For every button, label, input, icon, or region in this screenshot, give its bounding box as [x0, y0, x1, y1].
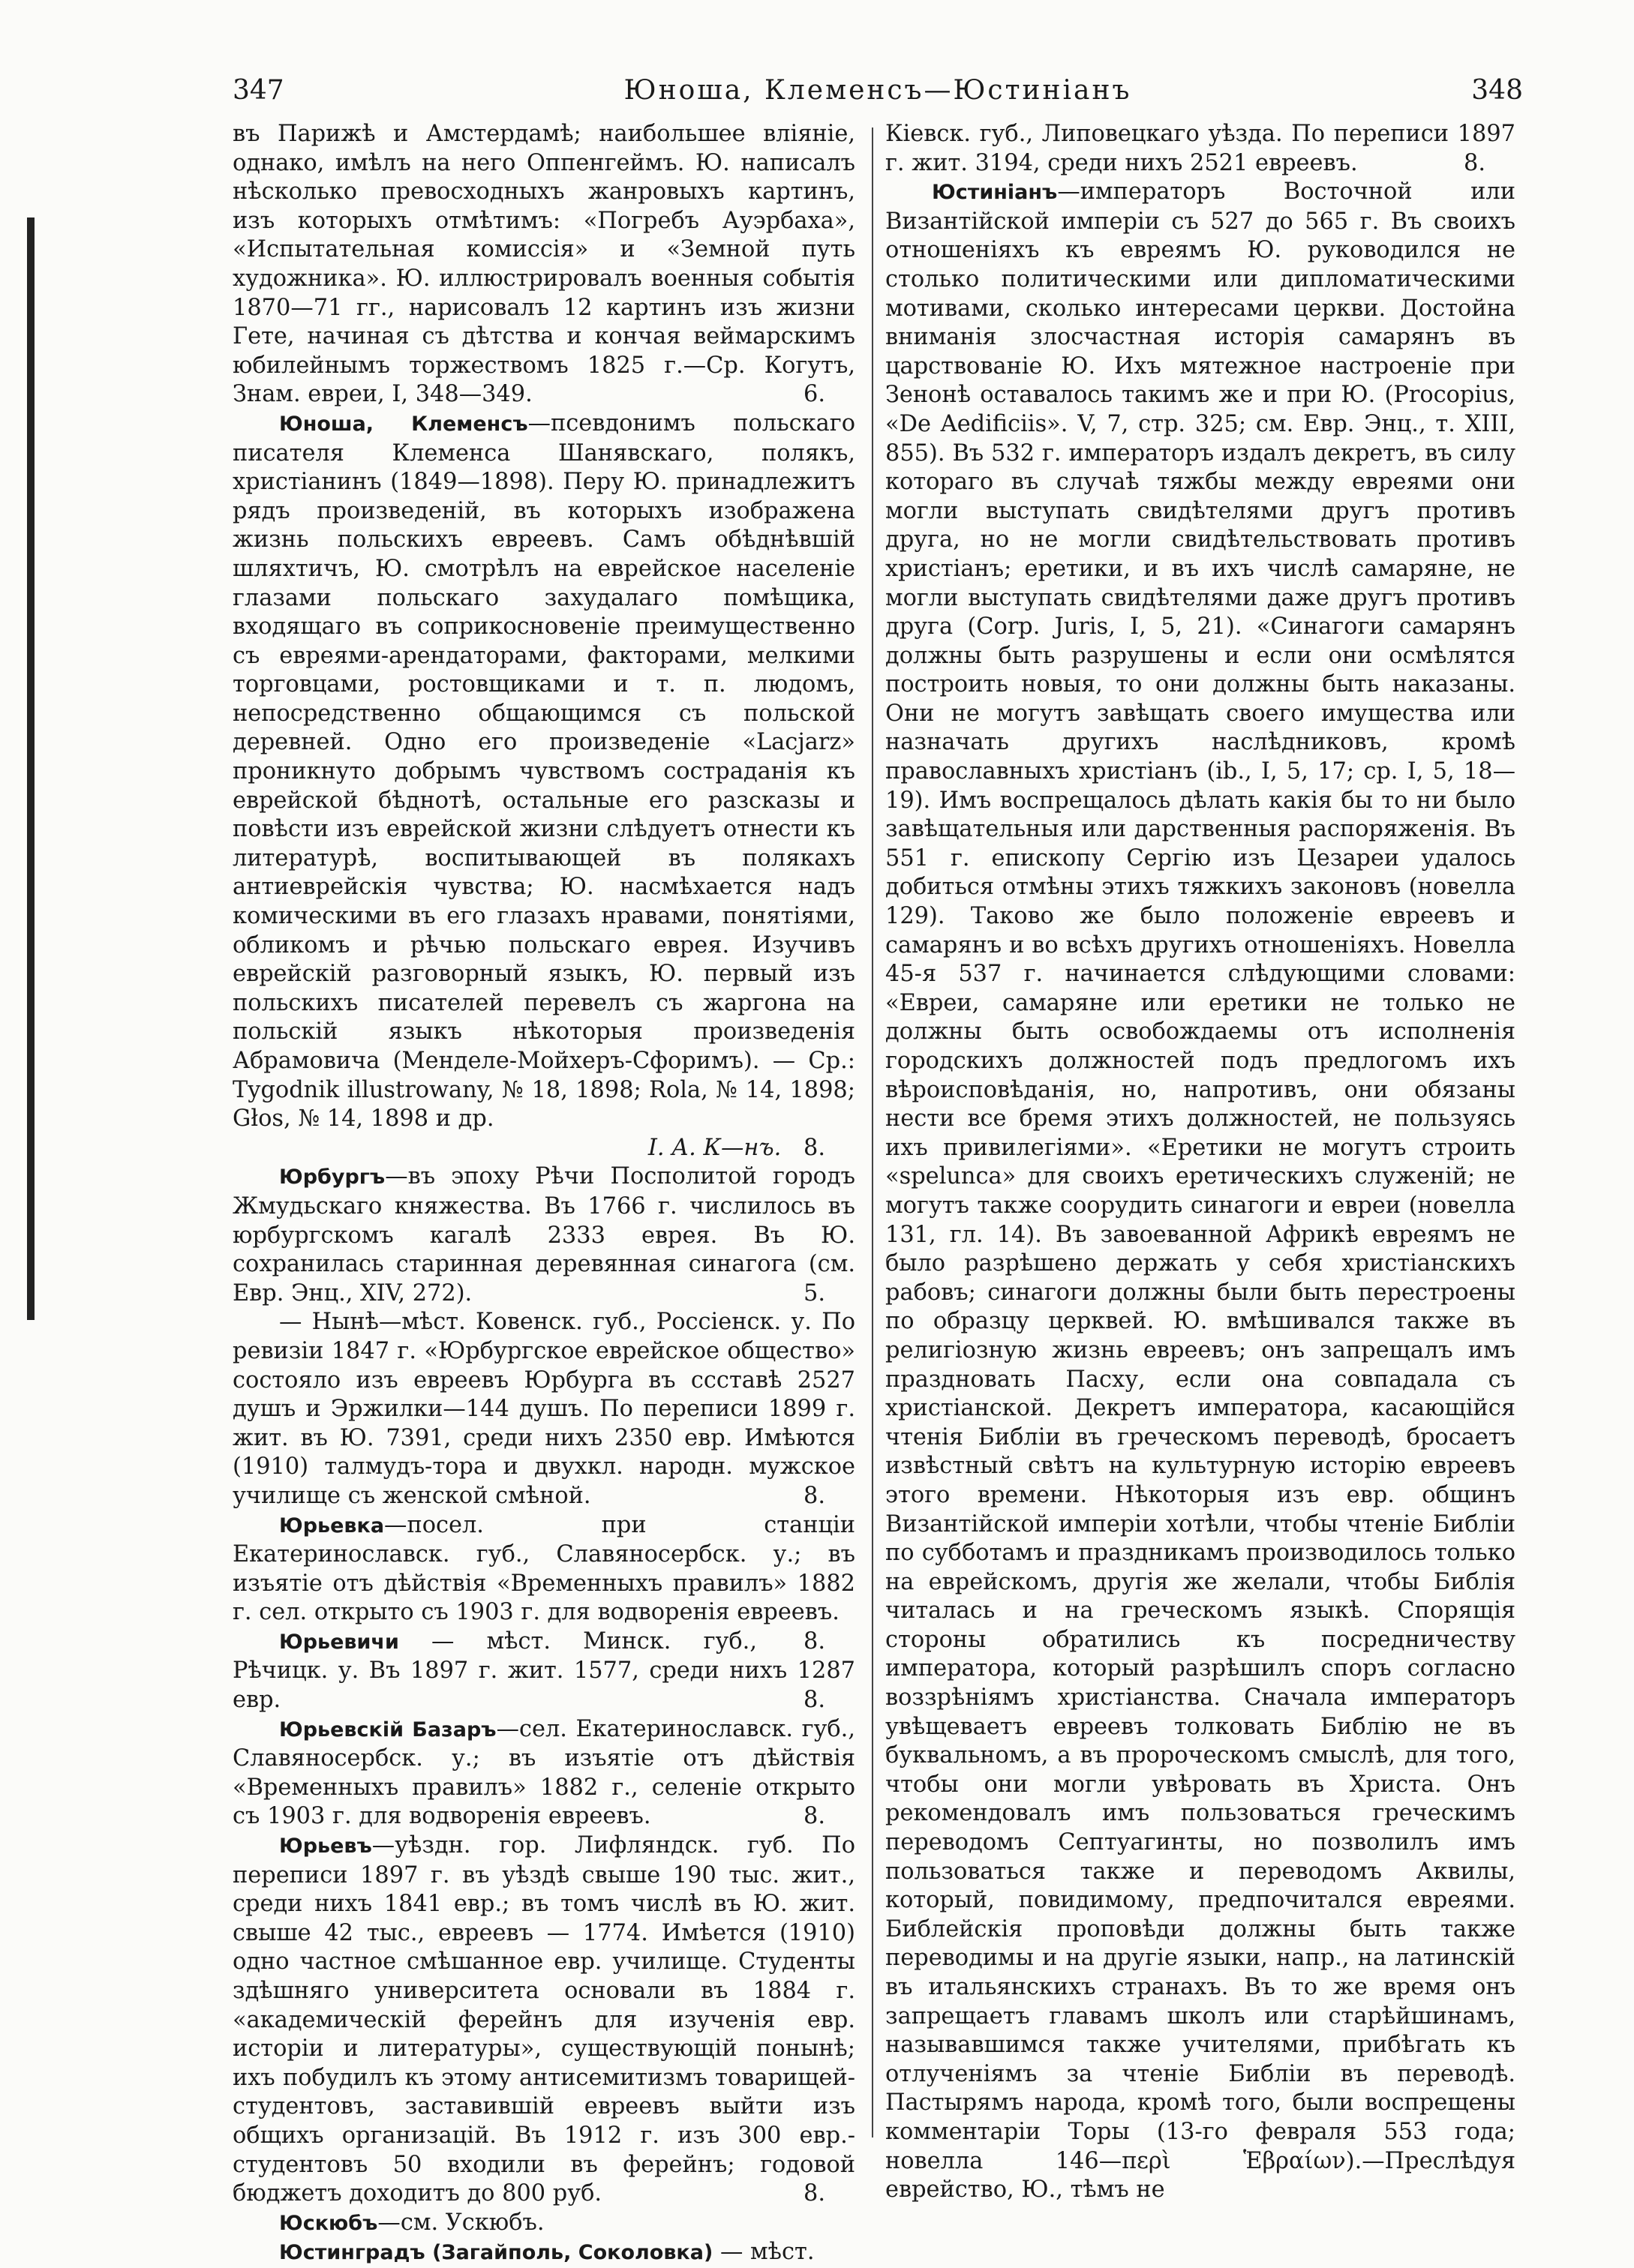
headword: Юрьевичи: [279, 1630, 399, 1654]
right-column: [885, 120, 1515, 2204]
page-number-left: 347: [233, 75, 284, 106]
headword: Юрьевка: [279, 1514, 385, 1538]
entry-yurievichi: Юрьевичи — мѣст. Минск. губ., Рѣчицк. у. Въ 1897 г. жит. 1577, среди нихъ 1287 евр. 8.: [233, 1628, 855, 1714]
column-rule: [872, 128, 873, 2138]
headword: Юрьевскій Базаръ: [279, 1718, 497, 1742]
headword: Юстинградъ (Загайполь, Соколовка): [279, 2241, 713, 2265]
headword: Юстиніанъ: [932, 181, 1058, 205]
entry-yustingrad: Юстинградъ (Загайполь, Соколовка) — мѣст.: [279, 2239, 815, 2266]
left-column: [233, 120, 856, 2266]
headword: Юрьевъ: [279, 1834, 372, 1858]
author-mark: 6.: [803, 381, 825, 408]
entry-yurievsky-bazar: Юрьевскій Базаръ—сел. Екатеринославск. губ., Славяносербск. у.; въ изъятіе отъ дѣйствія «Временныхъ правилъ» 1882 г., селеніе открыто съ 1903 г. для водворенія евреевъ. 8.: [233, 1715, 855, 1830]
running-title: Юноша, Клеменсъ—Юстиніанъ: [623, 75, 1132, 106]
headword: Юрбургъ: [279, 1166, 386, 1190]
page-number-right: 348: [1471, 75, 1523, 106]
margin-bar: [27, 218, 35, 1320]
entry-yurburg-modern: — Нынѣ—мѣст. Ковенск. губ., Россіенск. у. По ревизіи 1847 г. «Юрбургское еврейское общество» состояло изъ евреевъ Юрбурга въ ссставѣ 2527 душъ и Эржилки—144 душъ. По переписи 1899 г. жит. въ Ю. 7391, среди нихъ 2350 евр. Имѣются (1910) талмудъ-тора и двухкл. народн. мужское училище съ женской смѣной. 8.: [233, 1309, 855, 1509]
signature: І. А. К—нъ. 8.: [647, 1134, 825, 1161]
entry-yurburg: Юрбургъ—въ эпоху Рѣчи Посполитой городъ Жмудьскаго княжества. Въ 1766 г. числилось въ юрбургскомъ кагалѣ 2333 еврея. Въ Ю. сохранилась старинная деревянная синагога (см. Евр. Энц., XIV, 272). 5.: [233, 1163, 855, 1306]
headword: Юскюбъ: [279, 2211, 378, 2235]
entry-yuriev: Юрьевъ—уѣздн. гор. Лифляндск. губ. По переписи 1897 г. въ уѣздѣ свыше 190 тыс. жит., среди нихъ 1841 евр.; въ томъ числѣ въ Ю. жит. свыше 42 тыс., евреевъ — 1774. Имѣется (1910) одно частное смѣшанное евр. училище. Студенты здѣшняго университета основали въ 1884 г. «академическій ферейнъ для изученія евр. исторіи и литературы», существующій понынѣ; ихъ побудилъ къ этому антисемитизмъ товарищей-студентовъ, заставившій евреевъ выйти изъ общихъ организацій. Въ 1912 г. изъ 300 евр.-студентовъ 50 входили въ ферейнъ; годовой бюджетъ доходитъ до 800 руб. 8.: [233, 1832, 855, 2207]
entry-yunosha: Юноша, Клеменсъ—псевдонимъ польскаго писателя Клеменса Шанявскаго, полякъ, христіанинъ (1849—1898). Перу Ю. принадлежитъ рядъ произведеній, въ которыхъ изображена жизнь польскихъ евреевъ. Самъ обѣднѣвшій шляхтичъ, Ю. смотрѣлъ на еврейское населеніе глазами польскаго захудалаго помѣщика, входящаго въ соприкосновеніе преимущественно съ евреями-арендаторами, факторами, мелкими торговцами, ростовщиками и т. п. людомъ, непосредственно общающимся съ польской деревней. Одно его произведеніе «Lacjarz» проникнуто добрымъ чувствомъ состраданія къ еврейской бѣднотѣ, остальные его разсказы и повѣсти изъ еврейской жизни слѣдуетъ отнести къ литературѣ, воспитывающей въ полякахъ антиеврейскія чувства; Ю. насмѣхается надъ комическими въ его глазахъ нравами, понятіями, обликомъ и рѣчью польскаго еврея. Изучивъ еврейскій разговорный языкъ, Ю. первый изъ польскихъ писателей перевелъ съ жаргона на польскій языкъ нѣкоторыя произведенія Абрамовича (Менделе-Мойхеръ-Сфоримъ). — Ср.: Tygodnik illustrowany, № 18, 1898; Rola, № 14, 1898; Głos, № 14, 1898 и др.: [233, 410, 856, 1132]
continuation-paragraph: Кіевск. губ., Липовецкаго уѣзда. По переписи 1897 г. жит. 3194, среди нихъ 2521 евреевъ. 8.: [885, 121, 1515, 176]
headword: Юноша, Клеменсъ: [279, 412, 528, 436]
entry-yurievka: Юрьевка—посел. при станціи Екатеринославск. губ., Славяносербск. у.; въ изъятіе отъ дѣйствія «Временныхъ правилъ» 1882 г. сел. открыто съ 1903 г. для водворенія евреевъ. 8.: [233, 1511, 855, 1654]
entry-yuskyub: Юскюбъ—см. Ускюбъ.: [279, 2209, 545, 2236]
continuation-paragraph: въ Парижѣ и Амстердамѣ; наибольшее вліяніе, однако, имѣлъ на него Оппенгеймъ. Ю. написалъ нѣсколько превосходныхъ жанровыхъ картинъ, изъ которыхъ отмѣтимъ: «Погребъ Ауэрбаха», «Испытательная комиссія» и «Земной путь художника». Ю. иллюстрировалъ военныя событія 1870—71 гг., нарисовалъ 12 картинъ изъ жизни Гете, начиная съ дѣтства и кончая веймарскимъ юбилейнымъ торжествомъ 1825 г.—Ср. Когутъ, Знам. евреи, I, 348—349. 6.: [233, 120, 855, 410]
page-header: [233, 75, 1523, 120]
entry-justinian: Юстиніанъ—императоръ Восточной или Византійской имперіи съ 527 до 565 г. Въ своихъ отношеніяхъ къ евреямъ Ю. руководился не столько политическими или дипломатическими мотивами, сколько интересами церкви. Достойна вниманія злосчастная исторія самарянъ въ царствованіе Ю. Ихъ мятежное настроеніе при Зенонѣ оставалось такимъ же и при Ю. (Procopius, «De Aedificiis». V, 7, стр. 325; см. Евр. Энц., т. XIII, 855). Въ 532 г. императоръ издалъ декретъ, въ силу котораго въ случаѣ тяжбы между евреями они могли выступать свидѣтелями другъ противъ друга, но не могли свидѣтельствовать противъ христіанъ; еретики, и въ ихъ числѣ самаряне, не могли выступать свидѣтелями даже другъ противъ друга (Corp. Juris, I, 5, 21). «Синагоги самарянъ должны быть разрушены и если они осмѣлятся построить новыя, то они должны быть наказаны. Они не могутъ завѣщать своего имущества или назначать другихъ наслѣдниковъ, кромѣ православныхъ христіанъ (ib., I, 5, 17; ср. I, 5, 18—19). Имъ воспрещалось дѣлать какія бы то ни было завѣщательныя или дарственныя распоряженія. Въ 551 г. епископу Сергію изъ Цезареи удалось добиться отмѣны этихъ тяжкихъ законовъ (новелла 129). Таково же было положеніе евреевъ и самарянъ и во всѣхъ другихъ отношеніяхъ. Новелла 45-я 537 г. начинается слѣдующими словами: «Евреи, самаряне или еретики не только не должны быть освобождаемы отъ исполненія городскихъ должностей подъ предлогомъ ихъ вѣроисповѣданія, но, напротивъ, они обязаны нести все бремя этихъ должностей, не пользуясь ихъ привилегіями». «Еретики не могутъ строить «spelunca» для своихъ еретическихъ служеній; не могутъ также соорудить синагоги и евреи (новелла 131, гл. 14). Въ завоеванной Африкѣ евреямъ не было разрѣшено держать у себя христіанскихъ рабовъ; синагоги должны были быть перестроены по образцу церквей. Ю. вмѣшивался также въ религіозную жизнь евреевъ; онъ запрещалъ имъ праздновать Пасху, если она совпадала съ христіанской. Декретъ императора, касающійся чтенія Библіи въ греческомъ переводѣ, бросаетъ извѣстный свѣтъ на культурную исторію евреевъ этого времени. Нѣкоторыя изъ евр. общинъ Византійской имперіи хотѣли, чтобы чтеніе Библіи по субботамъ и праздникамъ производилось только на еврейскомъ, другія же желали, чтобы Библія читалась и на греческомъ языкѣ. Спорящія стороны обратились къ посредничеству императора, который разрѣшилъ споръ согласно воззрѣніямъ христіанства. Сначала императоръ увѣщеваетъ евреевъ толковать Библію не въ буквальномъ, а въ пророческомъ смыслѣ, для того, чтобы они могли увѣровать въ Христа. Онъ рекомендовалъ имъ пользоваться греческимъ переводомъ Септуагинты, но позволилъ имъ пользоваться также и переводомъ Аквилы, который, повидимому, предпочитался евреями. Библейскія проповѣди должны быть также переводимы и на другіе языки, напр., на латинскій въ итальянскихъ странахъ. Въ то же время онъ запрещаетъ главамъ школъ или старѣйшинамъ, называвшимся также учителями, прибѣгать къ отлученіямъ за чтеніе Библіи въ переводѣ. Пастырямъ народа, кромѣ того, были воспрещены комментаріи Торы (13-го февраля 553 года; новелла 146—περὶ Ἑβραίων).—Преслѣдуя еврейство, Ю., тѣмъ не: [885, 178, 1515, 2204]
